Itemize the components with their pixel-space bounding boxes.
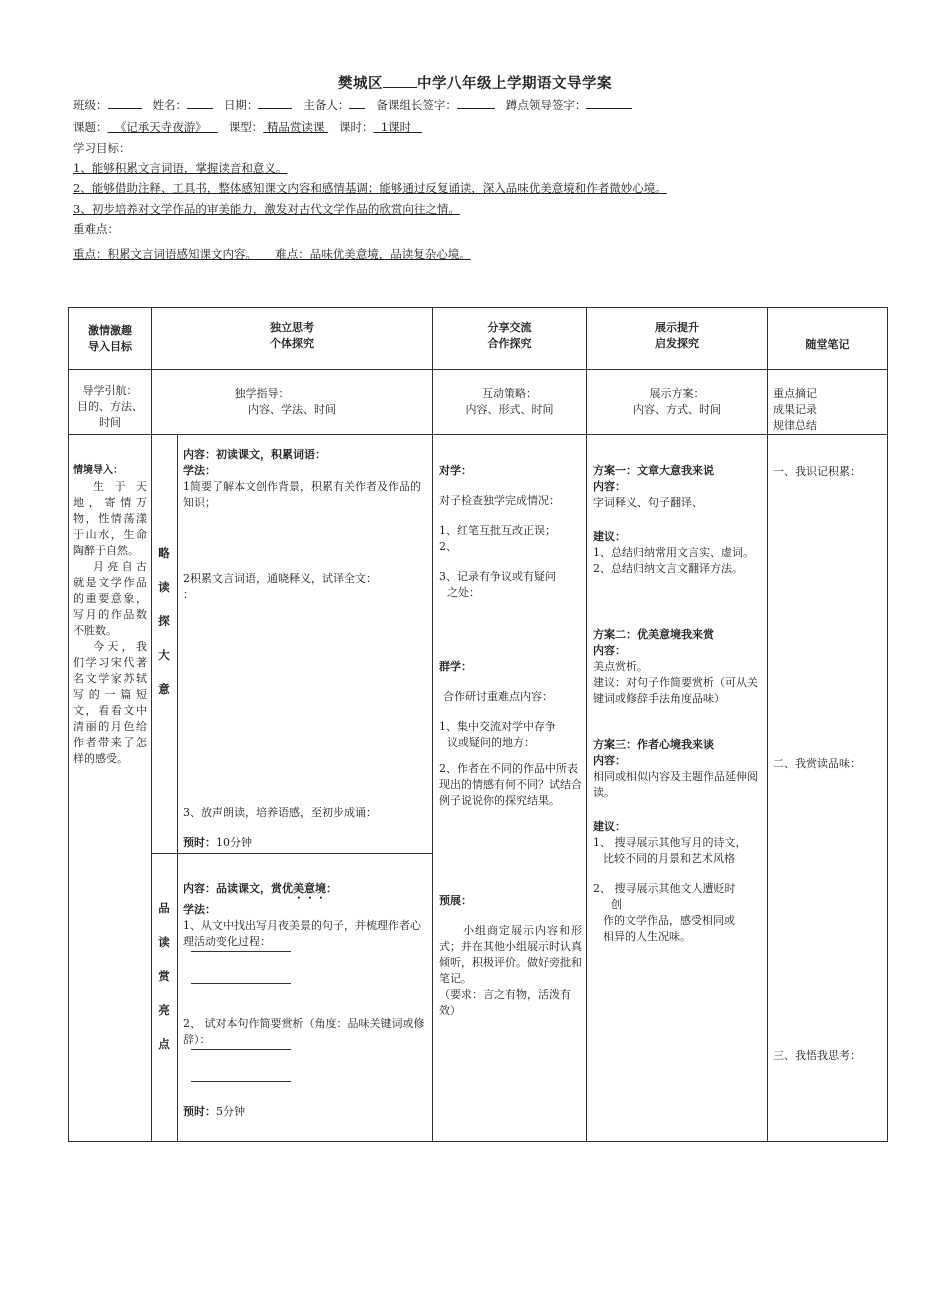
type-label: 课型： [228,120,264,134]
title-district: 樊城区 [338,76,383,92]
table-line [151,307,152,1142]
stage2-content: 内容：品读课文，赏优美意境： 学法： 1、从文中找出写月夜美景的句子，并梳理作者心理活动变化过程： 2、 试对本句作简要赏析（角度：品味关键词或修辞）： 预时：5分钟 [183,882,425,1118]
goal-2: 2、能够借助注释、工具书，整体感知课文内容和感情基调；能够通过反复诵读，深入品味优美意境和作者微妙心境。 [73,181,667,195]
note-section-appreciate: 二、我赏读品味： [773,757,861,770]
type-value: 精品赏读课 [266,120,325,134]
leader-sign-field[interactable] [457,97,495,109]
table-border-top [68,307,888,308]
table-border-left [68,307,69,1142]
hours-label: 课时： [339,120,374,134]
name-field[interactable] [187,97,213,109]
col-header-independent: 独立思考 个体探究 [270,321,314,350]
self-study-guide-cell: 独学指导： 内容、学法、时间 [234,387,336,416]
plan-2-title: 方案二：优美意境我来赏 [593,628,714,641]
scenario-intro: 情境导入： 生于天地，寄情万物，性情荡漾于山水，生命陶醉于自然。 月亮自古就是文学作品的重要意象，写月的作品数不胜数。 今天，我们学习宋代著名文学家苏轼写的一篇短文，看看文中清丽的月色给作者带来了怎样的感受。 [73,465,147,765]
notes-guide-cell: 重点摘记 成果记录 规律总结 [773,387,817,432]
difficulty-label: 重难点： [73,222,119,236]
lead-sign-label: 蹲点领导签字： [505,98,587,112]
preparer-label: 主备人： [303,98,350,112]
col-header-notes: 随堂笔记 [805,338,850,351]
table-line [68,434,888,435]
page-title [0,72,950,93]
table-line [68,369,888,370]
interaction-strategy-cell: 互动策略： 内容、形式、时间 [465,387,554,416]
stage1-read-aloud: 3、放声朗读，培养语感，至初步成诵： 预时：10分钟 [183,806,377,849]
info-row-2 [73,119,422,135]
leader-sign-label: 备课组长签字： [376,98,457,112]
name-label: 姓名： [152,98,187,112]
table-line [767,307,768,1142]
stage-label-skim: 略 读 探 大 意 [158,546,170,696]
date-field[interactable] [258,97,292,109]
collab-column: 对学： 对子检查独学完成情况： 1、红笔互批互改正误； 2、 3、记录有争议或有疑问 之处： 群学： 合作研讨重难点内容： 1、集中交流对学中存争 议或疑问的地方： 2、作者在不同的作品中所表现出的情感有何不同？试结合例子说说你的探究结果。 预展： 小组商定展示内容和形式；并在其他小组展示时认真倾听，积极评价。做好旁批和笔记。 （要求：言之有物，活泼有效） [439,464,582,1017]
title-rest: 中学八年级上学期语文导学案 [417,76,612,92]
date-label: 日期： [223,98,259,112]
class-label: 班级： [73,98,108,112]
info-row-1 [73,97,632,113]
preparer-field[interactable] [349,97,365,109]
stage-label-appreciate: 品 读 赏 亮 点 [158,901,170,1051]
table-line [432,307,433,1142]
class-field[interactable] [108,97,142,109]
table-line [177,434,178,1142]
topic-label: 课题： [73,120,108,134]
guide-nav-cell: 导学引航： 目的、方法、 时间 [77,384,143,429]
topic-value: 《记承天寺夜游》 [114,120,207,134]
show-column: 方案一：文章大意我来说 内容： 字词释义、句子翻译、 建议： 1、总结归纳常用文言实、虚词。 2、总结归纳文言文翻译方法。 方案二：优美意境我来赏 内容： 美点赏析。 建议：对句子作简要赏析（可从关键词或修辞手法角度品味） 方案三：作者心境我来谈 内容： 相同或相似内容及主题作品延伸阅读。 建议： 1、 搜寻展示其他写月的诗文， 比较不同的月景和艺术风格 2、 搜寻展示其他文人遭贬时 创 作的文学作品，感受相同或 相异的人生况味。 [593,463,763,945]
table-border-right [887,307,888,1142]
goal-1: 1、能够积累文言词语，掌握读音和意义。 [73,161,288,175]
col-header-show: 展示提升 启发探究 [655,321,699,350]
table-line [151,853,433,854]
note-section-memorize: 一、我识记积累： [773,465,861,478]
stage1-content: 内容：初读课文，积累词语： 学法： 1简要了解本文创作背景，积累有关作者及作品的知识； 2积累文言词语，通晓释义，试译全文： ： [183,448,421,601]
table-border-bottom [68,1141,888,1142]
school-blank[interactable] [383,76,417,88]
plan-1-title: 方案一：文章大意我来说 [593,464,714,477]
goals-label: 学习目标： [73,141,131,155]
table-line [586,307,587,1142]
col-header-intro: 激情激趣 导入目标 [88,324,132,353]
difficulty-text: 重点：积累文言词语感知课文内容。 难点：品味优美意境，品读复杂心境。 [73,247,471,261]
note-section-reflect: 三、我悟我思考： [773,1049,861,1062]
show-plan-cell: 展示方案： 内容、方式、时间 [633,387,721,416]
col-header-share: 分享交流 合作探究 [487,321,532,350]
plan-3-title: 方案三：作者心境我来谈 [593,738,714,751]
goal-3: 3、初步培养对文学作品的审美能力，激发对古代文学作品的欣赏向往之情。 [73,202,460,216]
lead-sign-field[interactable] [586,97,632,109]
hours-value: 1课时 [380,120,412,134]
